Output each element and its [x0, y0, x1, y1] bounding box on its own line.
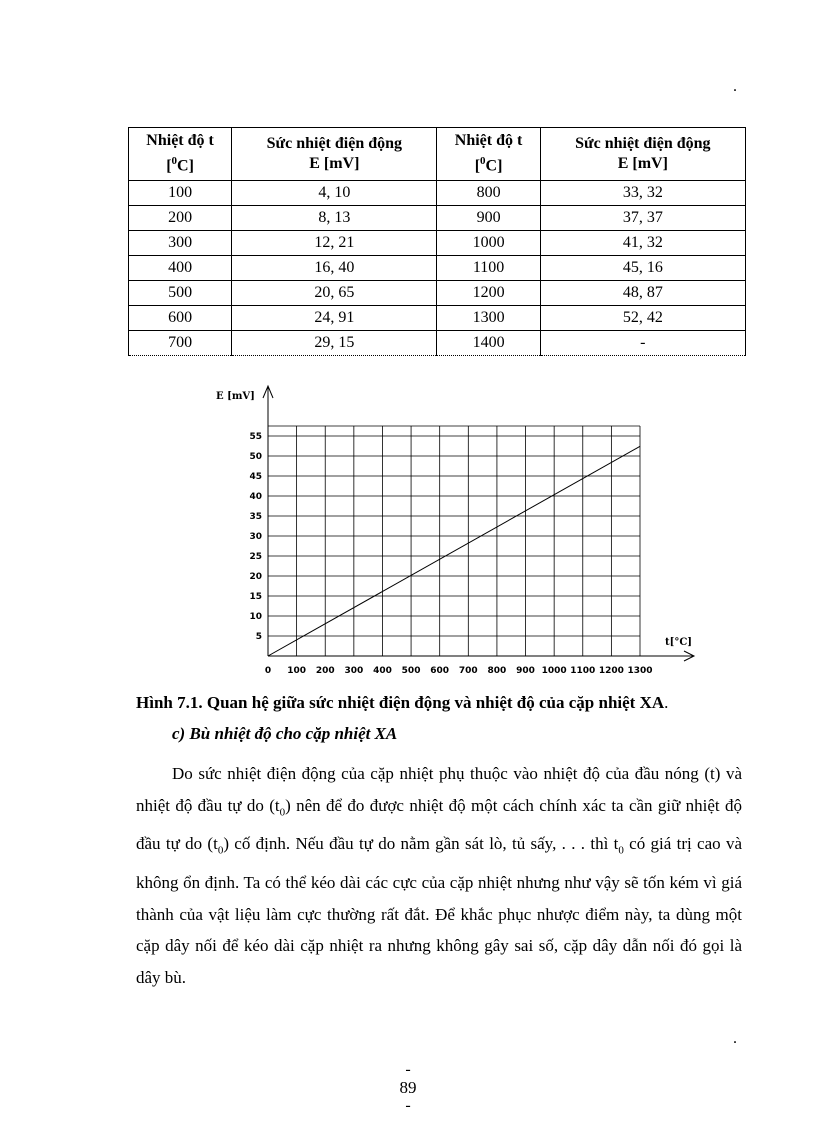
table-header-temp-1: Nhiệt độ t [$^0$C]: [129, 128, 232, 181]
x-tick-label: 1000: [541, 666, 567, 676]
thermocouple-table: [128, 127, 746, 356]
table-cell: 24, 91: [232, 306, 437, 331]
table-row: [129, 281, 746, 306]
table-cell: 400: [129, 256, 232, 281]
x-tick-label: 600: [430, 666, 450, 676]
y-tick-label: 15: [249, 592, 262, 602]
page-number: [0, 1062, 816, 1114]
table-cell: 52, 42: [540, 306, 745, 331]
table-header-emf-1: Sức nhiệt điện động E [mV]: [232, 128, 437, 181]
table-cell: 1200: [437, 281, 540, 306]
table-cell: 100: [129, 181, 232, 206]
table-cell: 8, 13: [232, 206, 437, 231]
x-tick-label: 700: [458, 666, 478, 676]
y-tick-label: 50: [249, 452, 262, 462]
y-tick-label: 10: [249, 612, 262, 622]
table-cell: 300: [129, 231, 232, 256]
y-tick-label: 5: [255, 632, 262, 642]
x-tick-label: 900: [516, 666, 535, 676]
table-cell: 20, 65: [232, 281, 437, 306]
x-tick-label: 400: [373, 666, 392, 676]
table-row: [129, 306, 746, 331]
table-cell: 16, 40: [232, 256, 437, 281]
x-axis-label: t[°C]: [665, 637, 693, 648]
x-tick-label: 800: [487, 666, 507, 676]
table-row: [129, 206, 746, 231]
footer-dot: .: [733, 1030, 737, 1047]
x-tick-label: 200: [315, 666, 335, 676]
table-cell: 700: [129, 331, 232, 356]
table-cell: 1100: [437, 256, 540, 281]
table-cell: 900: [437, 206, 540, 231]
table-cell: -: [540, 331, 745, 356]
table-cell: 48, 87: [540, 281, 745, 306]
table-cell: 33, 32: [540, 181, 745, 206]
x-tick-label: 500: [401, 666, 421, 676]
page-number-dash: -: [405, 1097, 411, 1114]
x-tick-label: 0: [264, 666, 272, 676]
y-tick-label: 40: [249, 492, 262, 502]
table-cell: 600: [129, 306, 232, 331]
emf-temperature-chart: [200, 378, 700, 680]
table-cell: 29, 15: [232, 331, 437, 356]
x-tick-label: 1100: [570, 666, 596, 676]
table-row: [129, 231, 746, 256]
page-number-dash: -: [405, 1061, 411, 1078]
figure-caption: Hình 7.1. Quan hệ giữa sức nhiệt điện động và nhiệt độ của cặp nhiệt XA.: [136, 693, 669, 712]
section-heading: c) Bù nhiệt độ cho cặp nhiệt XA: [172, 724, 398, 743]
table-cell: 500: [129, 281, 232, 306]
page-number-value: 89: [399, 1078, 417, 1097]
y-tick-label: 25: [249, 552, 262, 562]
table-header-row: [129, 128, 746, 181]
table-cell: 45, 16: [540, 256, 745, 281]
table-cell: 41, 32: [540, 231, 745, 256]
table-row: [129, 181, 746, 206]
table-cell: 12, 21: [232, 231, 437, 256]
table-header-emf-2: Sức nhiệt điện động E [mV]: [540, 128, 745, 181]
table-header-temp-2: Nhiệt độ t [$^0$C]: [437, 128, 540, 181]
x-tick-label: 1300: [627, 666, 653, 676]
x-tick-label: 1200: [598, 666, 624, 676]
table-cell: 4, 10: [232, 181, 437, 206]
table-cell: 1000: [437, 231, 540, 256]
table-cell: 800: [437, 181, 540, 206]
x-tick-label: 100: [287, 666, 307, 676]
y-tick-label: 35: [249, 512, 262, 522]
y-tick-label: 30: [249, 532, 262, 542]
table-row: [129, 256, 746, 281]
table-cell: 37, 37: [540, 206, 745, 231]
table-cell: 1400: [437, 331, 540, 356]
series-line-xa: [268, 446, 640, 656]
table-cell: 200: [129, 206, 232, 231]
y-axis-label: E [mV]: [216, 391, 255, 402]
x-tick-label: 300: [344, 666, 364, 676]
y-tick-label: 45: [249, 472, 262, 482]
table-cell: 1300: [437, 306, 540, 331]
y-tick-label: 55: [249, 432, 262, 442]
table-row: [129, 331, 746, 356]
y-tick-label: 20: [249, 572, 262, 582]
body-paragraph: Do sức nhiệt điện động của cặp nhiệt phụ thuộc vào nhiệt độ của đầu nóng (t) và nhiệt độ đầu tự do $(t_0)$ nên để đo được nhiệt độ một cách chính xác ta cần giữ nhiệt độ đầu tự do $(t_0)$ cố định. Nếu đầu tự do nằm gần sát lò, tủ sấy, . . . thì $t_0$ có giá trị cao và không ổn định. Ta có thể kéo dài các cực của cặp nhiệt nhưng như vậy sẽ tốn kém vì giá thành của vật liệu làm cực thường rất đắt. Để khắc phục nhược điểm này, ta dùng một cặp dây nối để kéo dài cặp nhiệt ra nhưng không gây sai số, cặp dây dẫn nối đó gọi là dây bù.: [136, 764, 742, 987]
header-dot: .: [733, 78, 737, 95]
